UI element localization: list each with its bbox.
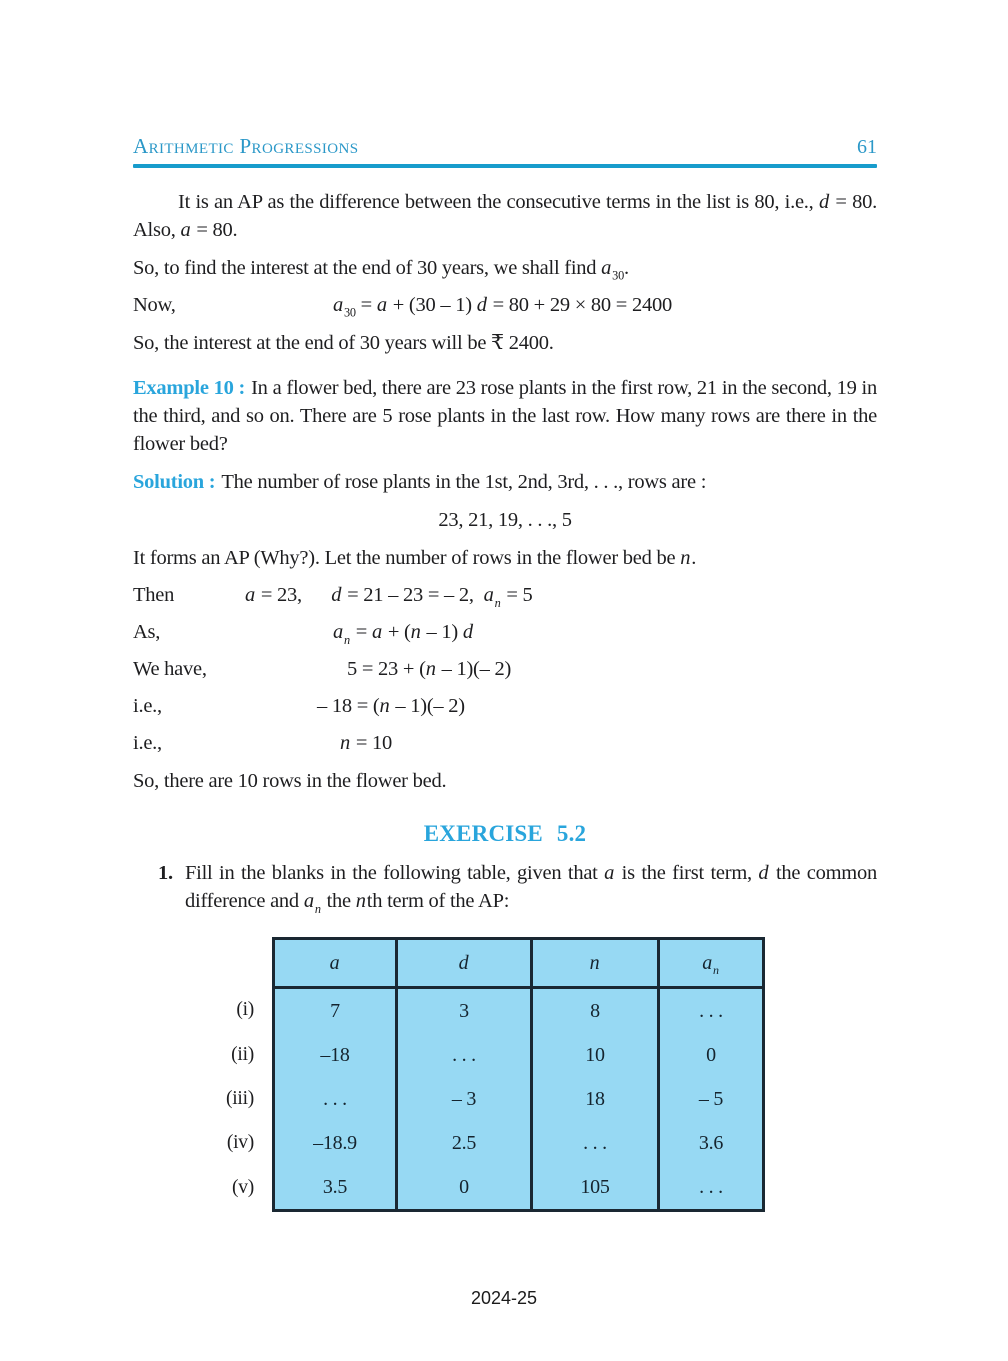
equation-we-have [133,655,877,683]
table-cell: 7 [274,988,397,1034]
row-label: (iii) [226,1088,254,1109]
row-label: (i) [236,999,254,1021]
equation-then [133,581,877,609]
table-header-row [133,939,764,988]
column-header-a: a [274,939,397,988]
table-cell: 3.5 [274,1165,397,1211]
ap-table-section [133,937,877,1212]
row-label-spacer [133,939,274,988]
table-cell: 8 [532,988,659,1034]
rows-conclusion-paragraph: So, there are 10 rows in the flower bed. [133,770,447,792]
example-10-paragraph [133,374,877,458]
table-cell: . . . [532,1121,659,1165]
column-header-d: d [397,939,532,988]
page-footer: 2024-25 [470,1288,538,1308]
example-10-label: Example 10 : [133,377,246,399]
table-cell: 10 [532,1033,659,1077]
forms-ap-paragraph: It forms an AP (Why?). Let the number of rows in the flower bed be n. [133,547,697,569]
equation-formula: $a_n = a + (n - 1)$ d [333,621,473,647]
equation-ie-2 [133,729,877,757]
table-row-iii [133,1077,764,1121]
solution-text: The number of rose plants in the 1st, 2nd, 3rd, . . ., rows are : [221,471,707,493]
table-cell: . . . [274,1077,397,1121]
equation-label: As, [133,621,161,643]
running-header [133,134,877,159]
ap-table [133,937,765,1212]
equation-formula: n = 10 [340,732,393,754]
equation-ie-1 [133,692,877,720]
equation-formula: a = 23, d = 21 – 23 = – 2, $a_n = 5$ [245,584,533,610]
header-rule [133,164,877,168]
table-cell: 18 [532,1077,659,1121]
find-a30-paragraph: So, to find the interest at the end of 30 years, we shall find $a_{30}$. [133,257,629,283]
table-row-ii [133,1033,764,1077]
equation-formula: 5 = 23 + (n – 1)(– 2) [347,658,512,680]
table-cell: – 3 [397,1077,532,1121]
equation-label: i.e., [133,732,162,754]
interest-conclusion-paragraph: So, the interest at the end of 30 years will be ₹ 2400. [133,332,554,354]
equation-label: Now, [133,294,176,316]
table-cell: . . . [659,988,764,1034]
table-cell: –18.9 [274,1121,397,1165]
table-cell: 0 [659,1033,764,1077]
equation-formula: $a_{30} = a + (30 - 1) d = 80 + 29 \times 80 = 2400$ [333,294,672,320]
exercise-heading: EXERCISE 5.2 [423,821,587,846]
equation-label: i.e., [133,695,162,717]
question-1-number: 1. [158,862,173,884]
table-cell: . . . [659,1165,764,1211]
column-header-an: $a_n$ [659,939,764,988]
table-cell: 3.6 [659,1121,764,1165]
page-number: 61 [857,136,877,158]
equation-formula: – 18 = (n – 1)(– 2) [317,695,465,717]
row-label: (ii) [231,1044,254,1065]
question-1 [133,859,877,915]
table-cell: –18 [274,1033,397,1077]
equation-label: We have, [133,658,207,680]
ap-series-line: 23, 21, 19, . . ., 5 [438,509,572,531]
table-row-v [133,1165,764,1211]
equation-as [133,618,877,646]
table-row-iv [133,1121,764,1165]
solution-label: Solution : [133,471,216,493]
row-label: (iv) [226,1132,254,1153]
table-cell: 0 [397,1165,532,1211]
example-10-text: In a flower bed, there are 23 rose plants in the first row, 21 in the second, 19 in the third, and so on. There are 5 rose plants in the last row. How many rows are there in the flower bed? [133,377,877,455]
row-label: (v) [232,1176,254,1198]
running-header-title: Arithmetic Progressions [133,134,359,158]
column-header-n: n [532,939,659,988]
question-1-text: Fill in the blanks in the following table, given that a is the first term, d the common difference and $a_n$ the nth term of the AP: [185,862,877,916]
equation-now [133,291,877,319]
intro-paragraph: It is an AP as the difference between the consecutive terms in the list is 80, i.e., d = 80. Also, a = 80. [133,191,877,241]
table-cell: . . . [397,1033,532,1077]
table-cell: 3 [397,988,532,1034]
table-row-i [133,988,764,1034]
table-cell: 105 [532,1165,659,1211]
solution-paragraph [133,468,877,496]
equation-label: Then [133,584,175,606]
table-cell: 2.5 [397,1121,532,1165]
table-cell: – 5 [659,1077,764,1121]
